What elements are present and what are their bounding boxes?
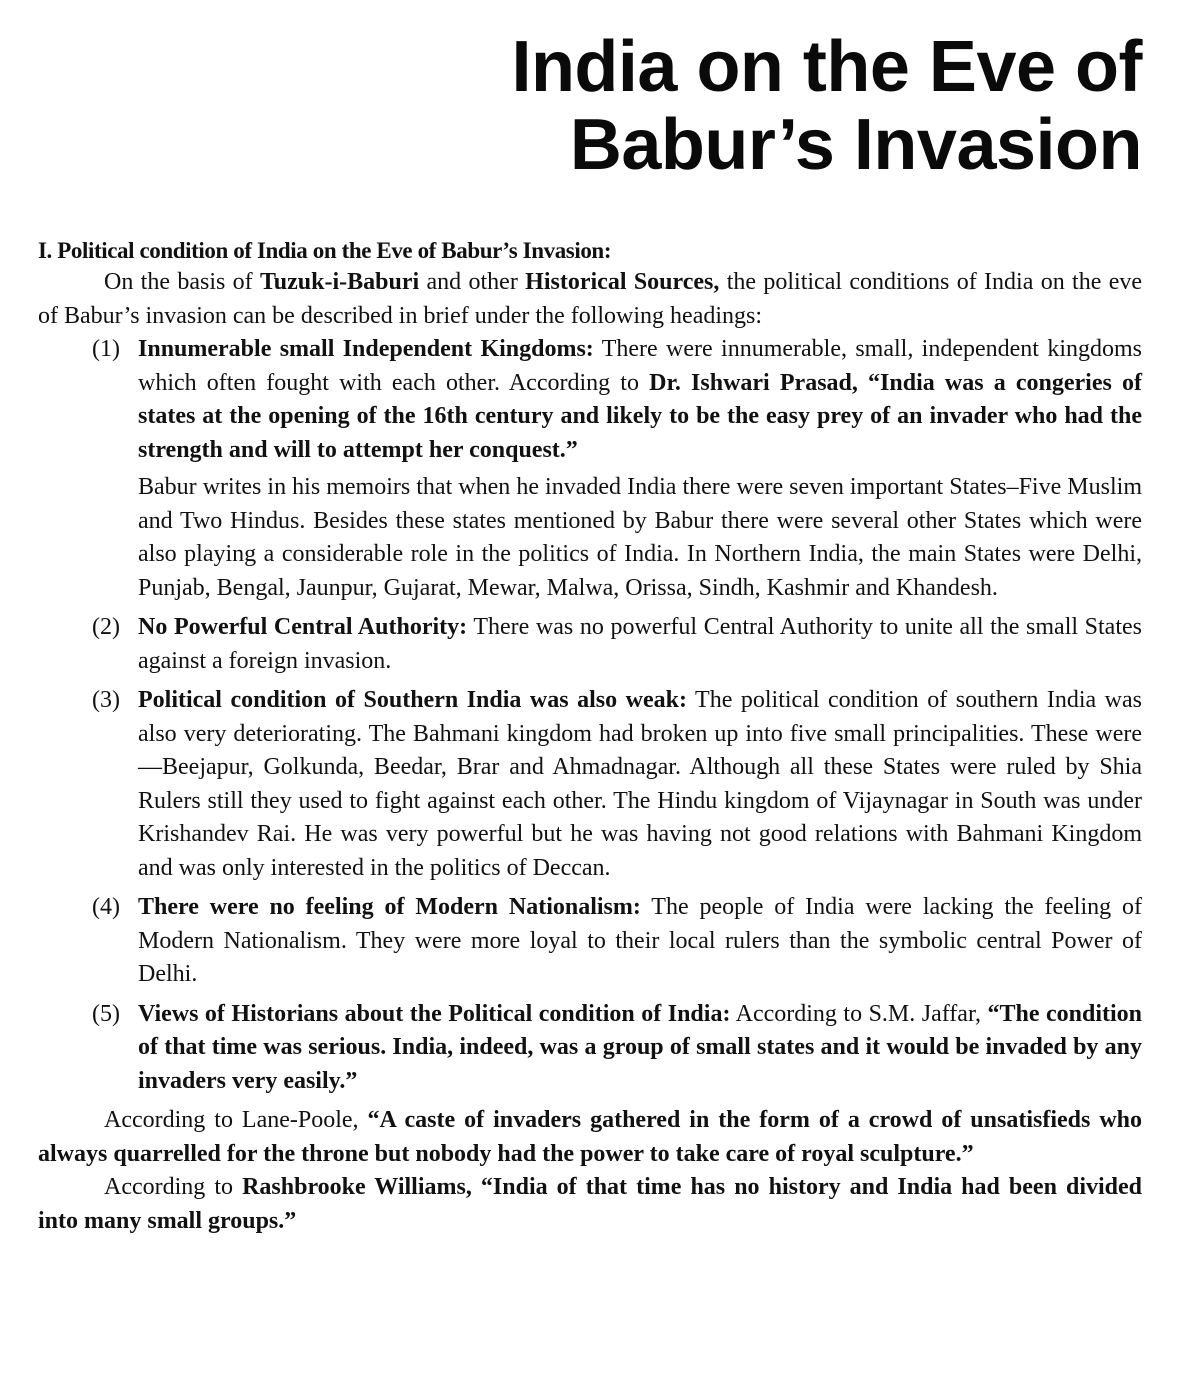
- list-item-number: (2): [92, 614, 120, 640]
- list-item-body: There was no powerful Central Authority to unite all the small States against a foreign invasion.: [138, 614, 1142, 674]
- list-item: [38, 333, 1142, 605]
- page-title-line-2: Babur’s Invasion: [569, 105, 1142, 185]
- list-item-text: [138, 333, 1142, 467]
- quotation: Rashbrooke Williams, “India of that time has no history and India had been divided into many small groups.”: [38, 1174, 1142, 1234]
- list-item-number: (1): [92, 336, 120, 362]
- historian-name: Dr. Ishwari Prasad,: [649, 369, 858, 396]
- list-item-heading: Innumerable small Independent Kingdoms:: [138, 336, 594, 362]
- list-item-heading: Views of Historians about the Political condition of India:: [138, 1000, 731, 1027]
- closing-text: According to: [104, 1174, 243, 1200]
- quotation: “A caste of invaders gathered in the form of a crowd of unsatisfieds who always quarrelled for the throne but nobody had the power to take care of royal sculpture.”: [38, 1107, 1143, 1167]
- list-item-number: (3): [92, 687, 120, 713]
- intro-text: the political conditions of India on the eve of Babur’s invasion can be described in brief under the following headings:: [38, 269, 1142, 329]
- list-item-extra-paragraph: Babur writes in his memoirs that when he invaded India there were seven important States–Five Muslim and Two Hindus. Besides these states mentioned by Babur there were several other States which were also playing a considerable role in the politics of India. In Northern India, the main States were Delhi, Punjab, Bengal, Jaunpur, Gujarat, Mewar, Malwa, Orissa, Sindh, Kashmir and Khandesh.: [138, 474, 1142, 601]
- list-item-number: (4): [92, 894, 120, 920]
- closing-paragraph: [38, 1171, 1142, 1238]
- intro-text: and other: [419, 269, 526, 295]
- section-heading: I. Political condition of India on the Eve of Babur’s Invasion:: [38, 238, 612, 263]
- page-title: [511, 28, 1142, 184]
- list-item: [38, 611, 1142, 678]
- list-item-heading: There were no feeling of Modern Nationalism:: [138, 894, 641, 920]
- list-item-body: According to S.M. Jaffar,: [730, 1000, 988, 1027]
- source-name: Historical Sources,: [525, 269, 720, 295]
- quotation: “India was a congeries of states at the opening of the 16th century and likely to be the easy prey of an invader who had the strength and will to attempt her conquest.”: [138, 369, 1142, 463]
- page-title-line-1: India on the Eve of: [511, 27, 1142, 107]
- list-item: [38, 998, 1142, 1099]
- list-item-text: [138, 998, 1142, 1099]
- list-item-body: The people of India were lacking the feeling of Modern Nationalism. They were more loyal to their local rulers than the symbolic central Power of Delhi.: [138, 894, 1142, 987]
- intro-paragraph: [38, 266, 1142, 333]
- list-item-heading: Political condition of Southern India was also weak:: [138, 687, 687, 713]
- intro-text: On the basis of: [104, 269, 260, 295]
- list-item: [38, 891, 1142, 992]
- source-name: Tuzuk-i-Baburi: [260, 269, 420, 295]
- closing-paragraph: [38, 1104, 1142, 1171]
- list-item-body: The political condition of southern India was also very deteriorating. The Bahmani kingdom had broken up into five small principalities. These were—Beejapur, Golkunda, Beedar, Brar and Ahmadnagar. Although all these States were ruled by Shia Rulers still they used to fight against each other. The Hindu kingdom of Vijaynagar in South was under Krishandev Rai. He was very powerful but he was having not good relations with Bahmani Kingdom and was only interested in the politics of Deccan.: [138, 687, 1143, 881]
- list-item-text: [138, 684, 1142, 885]
- list-item-text: [138, 891, 1142, 992]
- list-item-text: [138, 611, 1142, 678]
- list-item-heading: No Powerful Central Authority:: [138, 614, 468, 640]
- list-item: [38, 684, 1142, 885]
- list-item-number: (5): [92, 1000, 120, 1027]
- closing-text: According to Lane-Poole,: [104, 1107, 368, 1133]
- document-body: [38, 236, 1142, 1238]
- list-item-body: There were innumerable, small, independent kingdoms which often fought with each other. According to: [138, 336, 1142, 396]
- quotation: “The condition of that time was serious. India, indeed, was a group of small states and it would be invaded by any invaders very easily.”: [138, 1000, 1143, 1094]
- list-item-body: [858, 370, 868, 396]
